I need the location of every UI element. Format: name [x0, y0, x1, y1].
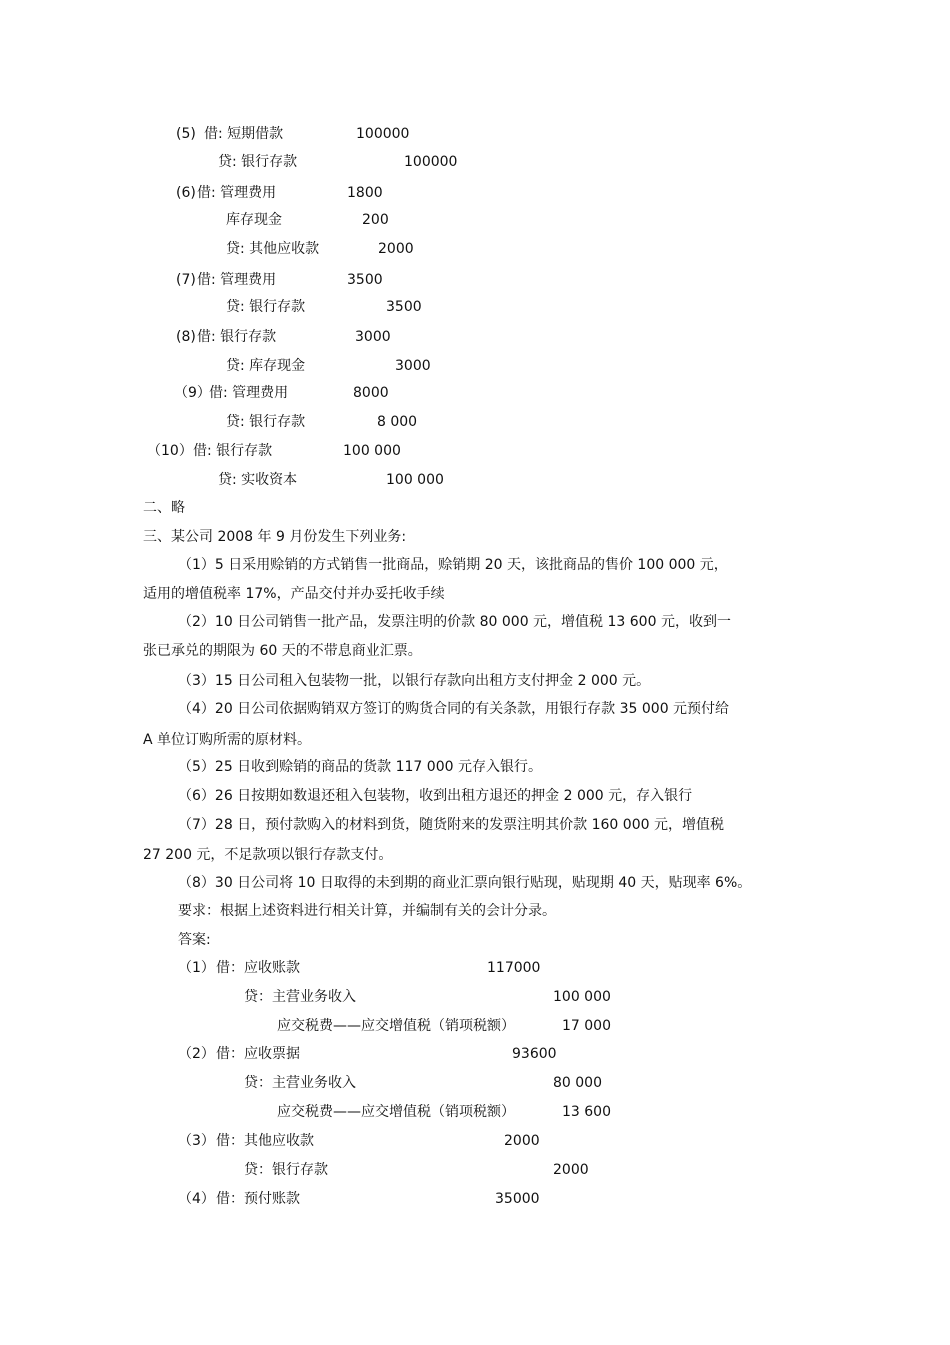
answer-1-sub-amount: 17 000: [562, 1018, 611, 1034]
entry-8-no: (8): [176, 329, 196, 345]
paragraph-line: 张已承兑的期限为 60 天的不带息商业汇票。: [143, 643, 422, 659]
answer-2-credit-amount: 80 000: [553, 1075, 602, 1091]
entry-10-debit: 借: 银行存款: [193, 443, 273, 459]
entry-9-no: （9）: [174, 385, 211, 401]
paragraph-line: 适用的增值税率 17%，产品交付并办妥托收手续: [143, 586, 445, 602]
answer-1-no: （1）: [178, 960, 215, 976]
entry-10-credit: 贷: 实收资本: [218, 472, 298, 488]
answer-4-no: （4）: [178, 1191, 215, 1207]
entry-9-credit: 贷: 银行存款: [226, 414, 306, 430]
entry-8-debit: 借: 银行存款: [197, 329, 277, 345]
paragraph-line: A 单位订购所需的原材料。: [143, 732, 312, 748]
entry-7-no: (7): [176, 272, 196, 288]
paragraph-line: 27 200 元，不足款项以银行存款支付。: [143, 847, 393, 863]
entry-9-debit: 借: 管理费用: [209, 385, 289, 401]
entry-6-sub-amount: 200: [362, 212, 389, 228]
entry-10-no: （10）: [147, 443, 193, 459]
entry-9-credit-amount: 8 000: [377, 414, 418, 430]
answer-3-credit: 贷：银行存款: [244, 1162, 328, 1178]
paragraph-line: （7）28 日，预付款购入的材料到货，随货附来的发票注明其价款 160 000 元，增值税: [178, 817, 724, 833]
answer-3-debit-amount: 2000: [504, 1133, 540, 1149]
entry-6-debit-amount: 1800: [347, 185, 383, 201]
paragraph-line: （1）5 日采用赊销的方式销售一批商品，赊销期 20 天，该批商品的售价 100 000 元，: [178, 557, 728, 573]
answer-label: 答案:: [178, 932, 211, 948]
answer-3-credit-amount: 2000: [553, 1162, 589, 1178]
paragraph-line: （6）26 日按期如数退还租入包装物，收到出租方退还的押金 2 000 元，存入银行: [178, 788, 693, 804]
entry-6-sub: 库存现金: [226, 212, 282, 228]
entry-5-debit-amount: 100000: [356, 126, 410, 142]
requirement-text: 要求：根据上述资料进行相关计算，并编制有关的会计分录。: [178, 903, 556, 919]
answer-2-sub: 应交税费——应交增值税（销项税额）: [277, 1104, 515, 1120]
answer-1-debit-amount: 117000: [487, 960, 541, 976]
entry-6-credit-amount: 2000: [378, 241, 414, 257]
entry-6-no: (6): [176, 185, 196, 201]
answer-3-no: （3）: [178, 1133, 215, 1149]
entry-5-debit: 借: 短期借款: [204, 126, 284, 142]
answer-4-debit: 借：预付账款: [216, 1191, 300, 1207]
paragraph-line: （3）15 日公司租入包装物一批，以银行存款向出租方支付押金 2 000 元。: [178, 673, 651, 689]
paragraph-line: （8）30 日公司将 10 日取得的未到期的商业汇票向银行贴现，贴现期 40 天，贴现率 6%。: [178, 875, 752, 891]
entry-7-debit: 借: 管理费用: [197, 272, 277, 288]
entry-6-debit: 借: 管理费用: [197, 185, 277, 201]
entry-9-debit-amount: 8000: [353, 385, 389, 401]
answer-2-debit: 借：应收票据: [216, 1046, 300, 1062]
entry-8-credit: 贷: 库存现金: [226, 358, 306, 374]
answer-2-sub-amount: 13 600: [562, 1104, 611, 1120]
entry-7-credit-amount: 3500: [386, 299, 422, 315]
entry-7-debit-amount: 3500: [347, 272, 383, 288]
answer-1-credit: 贷：主营业务收入: [244, 989, 356, 1005]
paragraph-line: （4）20 日公司依据购销双方签订的购货合同的有关条款，用银行存款 35 000 元预付给: [178, 701, 730, 717]
entry-5-no: (5): [176, 126, 196, 142]
entry-7-credit: 贷: 银行存款: [226, 299, 306, 315]
section-3-heading: 三、某公司 2008 年 9 月份发生下列业务:: [143, 529, 407, 545]
paragraph-line: （5）25 日收到赊销的商品的货款 117 000 元存入银行。: [178, 759, 542, 775]
section-2-heading: 二、略: [143, 500, 185, 516]
answer-3-debit: 借：其他应收款: [216, 1133, 314, 1149]
answer-2-debit-amount: 93600: [512, 1046, 557, 1062]
answer-1-sub: 应交税费——应交增值税（销项税额）: [277, 1018, 515, 1034]
entry-5-credit: 贷: 银行存款: [218, 154, 298, 170]
answer-1-debit: 借：应收账款: [216, 960, 300, 976]
entry-8-credit-amount: 3000: [395, 358, 431, 374]
answer-1-credit-amount: 100 000: [553, 989, 611, 1005]
entry-6-credit: 贷: 其他应收款: [226, 241, 320, 257]
entry-10-debit-amount: 100 000: [343, 443, 401, 459]
entry-8-debit-amount: 3000: [355, 329, 391, 345]
paragraph-line: （2）10 日公司销售一批产品，发票注明的价款 80 000 元，增值税 13 600 元，收到一: [178, 614, 731, 630]
answer-4-debit-amount: 35000: [495, 1191, 540, 1207]
answer-2-credit: 贷：主营业务收入: [244, 1075, 356, 1091]
entry-5-credit-amount: 100000: [404, 154, 458, 170]
answer-2-no: （2）: [178, 1046, 215, 1062]
entry-10-credit-amount: 100 000: [386, 472, 444, 488]
